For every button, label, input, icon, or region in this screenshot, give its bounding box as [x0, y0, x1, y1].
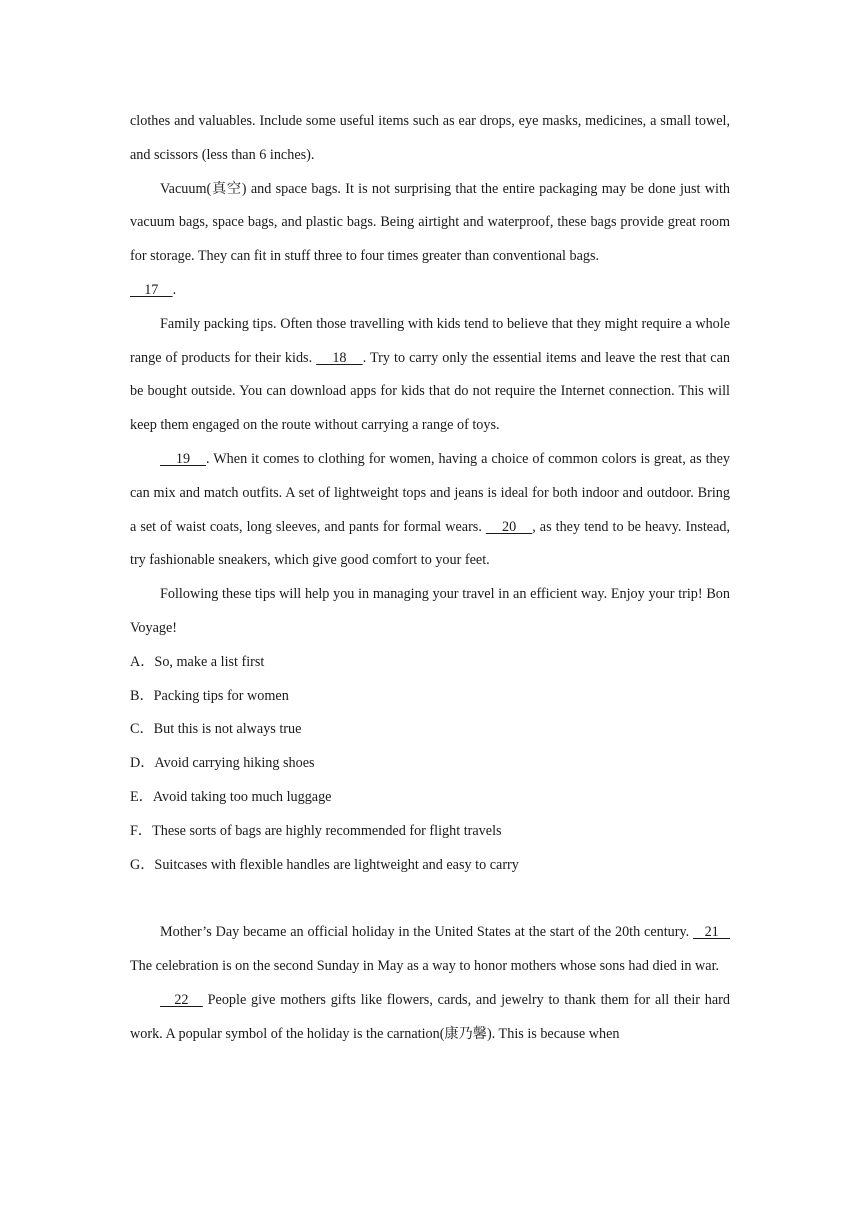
- blank-17-punct: .: [172, 281, 177, 298]
- family-text-a: Family packing tips. Often those travelling with kids tend to believe that they might require a whole range of products for their kids.: [130, 315, 730, 366]
- paragraph-mothers-day-2: [130, 984, 730, 1052]
- paragraph-women-tips: [130, 443, 730, 578]
- option-g: G．Suitcases with flexible handles are lightweight and easy to carry: [130, 856, 519, 873]
- blank-21[interactable]: 21: [693, 924, 730, 941]
- paragraph-vacuum-text: Vacuum(真空) and space bags. It is not surprising that the entire packaging may be done just with vacuum bags, space bags, and plastic bags. Being airtight and waterproof, these bags provide great room for storage. They can fit in stuff three to four times greater than conventional bags.: [130, 180, 730, 265]
- paragraph-conclusion: Following these tips will help you in managing your travel in an efficient way. Enjoy your trip! Bon Voyage!: [130, 586, 730, 636]
- option-d: D．Avoid carrying hiking shoes: [130, 755, 315, 772]
- women-text-b: , as they tend to be heavy. Instead, try fashionable sneakers, which give good comfort to your feet.: [130, 518, 731, 569]
- blank-19[interactable]: 19: [160, 450, 207, 467]
- paragraph-blank-17-line: [130, 274, 730, 308]
- option-e: E．Avoid taking too much luggage: [130, 788, 332, 805]
- option-c: C．But this is not always true: [130, 721, 302, 738]
- mothers-day-text-b: The celebration is on the second Sunday in May as a way to honor mothers whose sons had died in war.: [130, 958, 720, 975]
- blank-20[interactable]: 20: [485, 518, 533, 535]
- blank-22[interactable]: 22: [160, 991, 203, 1008]
- paragraph-family-tips: [130, 308, 730, 443]
- options-list: [130, 646, 730, 883]
- mothers-day-text-a: Mother’s Day became an official holiday in the United States at the start of the 20th century.: [160, 924, 690, 941]
- document-page: [130, 105, 730, 1052]
- women-text-a: . When it comes to clothing for women, having a choice of common colors is great, as they can mix and match outfits. A set of lightweight tops and jeans is ideal for both indoor and outdoor. Bring a set of waist coats, long sleeves, and pants for formal wears.: [130, 450, 730, 535]
- mothers-day-text-c: People give mothers gifts like flowers, cards, and jewelry to thank them for all their hard work. A popular symbol of the holiday is the carnation(康乃馨). This is because when: [130, 991, 731, 1042]
- blank-18[interactable]: 18: [316, 349, 363, 366]
- option-b: B．Packing tips for women: [130, 687, 289, 704]
- option-f: F．These sorts of bags are highly recommended for flight travels: [130, 822, 502, 839]
- section-gap: [130, 882, 730, 916]
- option-a: A．So, make a list first: [130, 653, 265, 670]
- paragraph-intro: clothes and valuables. Include some useful items such as ear drops, eye masks, medicines, a small towel, and scissors (less than 6 inches).: [130, 113, 730, 163]
- blank-17[interactable]: 17: [130, 281, 173, 298]
- paragraph-vacuum-bags: [130, 173, 730, 274]
- family-text-b: . Try to carry only the essential items and leave the rest that can be bought outside. You can download apps for kids that do not require the Internet connection. This will keep them engaged on the route without carrying a range of toys.: [130, 349, 730, 434]
- paragraph-mothers-day-1: [130, 916, 730, 984]
